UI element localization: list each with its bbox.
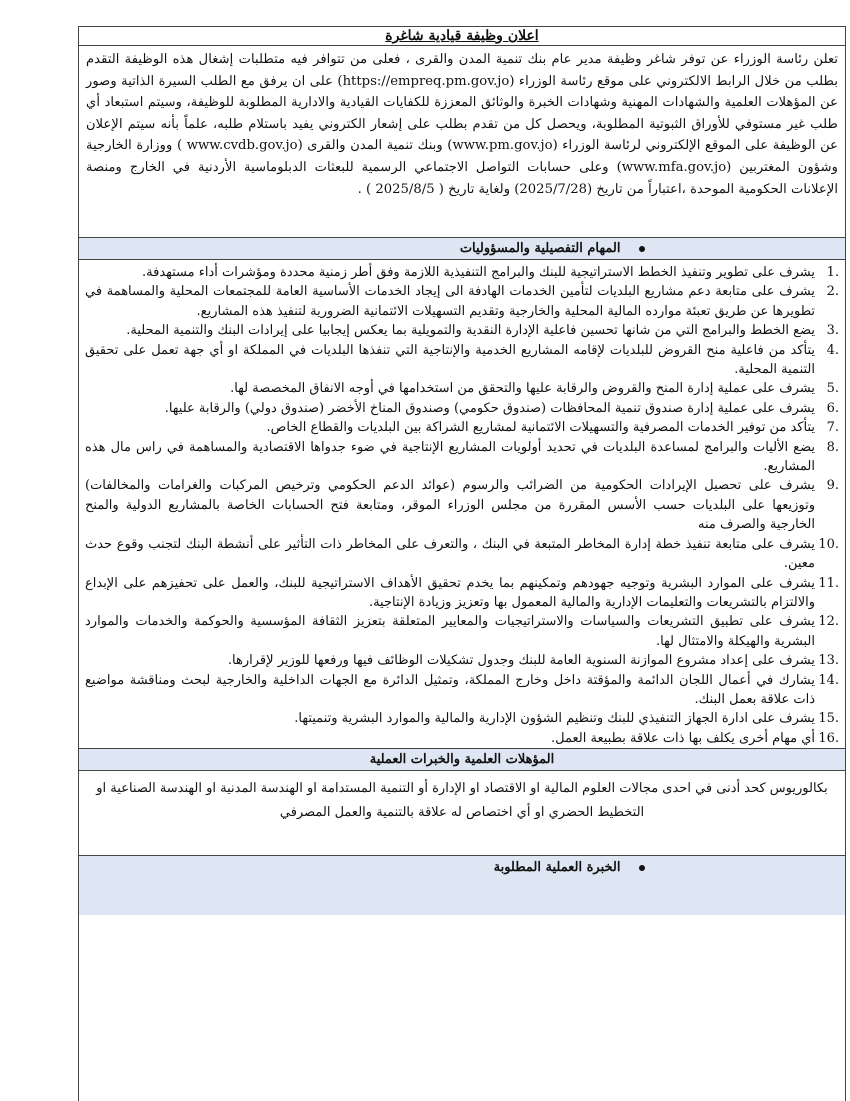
item-text: يشرف على تحصيل الإيرادات الحكومية من الضرائب والرسوم (عوائد الدعم الحكومي وترخيص المركبات والغرامات والمخالفات) وتوزيعها على البلديات حسب الأسس المقررة من مجلس الوزراء الموقر، ومتابعة فتح الحسابات الخاصة بالمشاريع الدولية والمنح الخارجية والصرف منه <box>85 478 815 533</box>
item-number: 14. <box>818 672 839 688</box>
item-number: 7. <box>826 420 839 436</box>
item-text: يشرف على عملية إدارة المنح والقروض والرقابة عليها والتحقق من استخدامها في أوجه الانفاق المخصصة لها. <box>230 381 815 397</box>
item-number: 3. <box>826 323 839 339</box>
item-text: يشرف على تطوير وتنفيذ الخطط الاستراتيجية للبنك والبرامج التنفيذية اللازمة وفق أطر زمنية محددة ومؤشرات أداء مستهدفة. <box>142 265 815 280</box>
list-item <box>85 535 839 574</box>
duties-heading: المهام التفصيلية والمسؤوليات <box>459 241 621 256</box>
item-text: يتأكد من فاعلية منح القروض للبلديات لإقامه المشاريع الخدمية والإنتاجية التي تنفذها البلديات في المملكة او أي جهة تعمل على تحقيق التنمية المحلية. <box>85 342 815 378</box>
quals-paragraph: بكالوريوس كحد أدنى في احدى مجالات العلوم المالية او الاقتصاد او الإدارة أو التنمية المستدامة او الهندسة المدنية او الهندسة الصناعية او التخطيط الحضري او أي اختصاص له علاقة بالتنمية والعمل المصرفي <box>96 781 828 821</box>
list-item <box>85 379 839 398</box>
item-text: يشرف على تطبيق التشريعات والسياسات والاستراتيجيات والمعايير المتعلقة بتعزيز الثقافة المؤسسية والحوكمة والخدمات والموارد البشرية والهيكلة والامتثال لها. <box>85 614 815 649</box>
item-number: 8. <box>826 439 839 455</box>
experience-heading-band <box>79 855 845 915</box>
item-text: يشارك في أعمال اللجان الدائمة والمؤقتة داخل وخارج المملكة، وتمثيل الدائرة مع الجهات الداخلية والخارجية لبحث ومناقشة مواضيع ذات علاقة بعمل البنك. <box>85 672 815 707</box>
item-text: يشرف على إعداد مشروع الموازنة السنوية العامة للبنك وجدول تشكيلات الوظائف فيها ورفعها للوزير لإقرارها. <box>227 653 815 669</box>
item-text: أي مهام أخرى يكلف بها ذات علاقة بطبيعة العمل. <box>551 730 815 746</box>
bullet-icon <box>639 865 645 871</box>
list-item <box>85 321 839 340</box>
list-item <box>85 418 839 437</box>
item-text: يشرف على متابعة تنفيذ خطة إدارة المخاطر المتبعة في البنك ، والتعرف على المخاطر ذات التأثير على أنشطة البنك لتجنب وقوع حدث معين. <box>85 536 815 572</box>
item-number: 4. <box>826 342 839 358</box>
list-item <box>85 263 839 282</box>
item-text: يتأكد من توفير الخدمات المصرفية والتسهيلات الائتمانية لمشاريع الشراكة بين البلديات والقطاع الخاص. <box>266 420 815 436</box>
list-item <box>85 341 839 380</box>
experience-heading: الخبرة العملية المطلوبة <box>493 860 621 876</box>
list-item <box>85 671 839 710</box>
list-item <box>85 476 839 534</box>
list-item <box>85 399 839 418</box>
item-number: 9. <box>826 478 839 494</box>
item-number: 1. <box>826 265 839 280</box>
list-item <box>85 438 839 477</box>
item-text: يشرف على ادارة الجهاز التنفيذي للبنك وتنظيم الشؤون الإدارية والمالية والموارد البشرية وتنميتها. <box>294 711 815 727</box>
list-item <box>85 651 839 670</box>
item-text: يضع الخطط والبرامج التي من شانها تحسين فاعلية الإدارة النقدية والتمويلية بما يعكس إيجابيا على إيرادات البنك والتنمية المحلية. <box>126 323 815 339</box>
item-number: 13. <box>818 653 839 669</box>
duties-heading-band <box>79 237 845 260</box>
item-text: يضع الأليات والبرامج لمساعدة البلديات في تحديد أولويات المشاريع الإنتاجية في ضوء جدواها الاقتصادية والمساهمة في راس مال هذه المشاريع. <box>85 439 815 475</box>
list-item <box>85 282 839 321</box>
document-title: اعلان وظيفة قيادية شاغرة <box>79 27 845 46</box>
list-item <box>85 574 839 613</box>
item-number: 11. <box>818 575 839 591</box>
item-text: يشرف على عملية إدارة صندوق تنمية المحافظات (صندوق حكومي) وصندوق المناخ الأخضر (صندوق دولي) والرقابة عليها. <box>164 400 815 416</box>
announcement-document <box>78 26 846 1101</box>
item-number: 6. <box>826 400 839 416</box>
quals-heading-band <box>79 748 845 771</box>
item-text: يشرف على متابعة دعم مشاريع البلديات لتأمين الخدمات الهادفة الى إيجاد الخدمات الأساسية العامة للمجتمعات المحلية والمساهمة في تطويرها عن طريق تعبئة موارده المالية المحلية والخارجية وتقديم التسهيلات الائتمانية الضرورية لتنفيذ هذه المشاريع. <box>85 284 815 319</box>
quals-heading: المؤهلات العلمية والخبرات العملية <box>369 752 555 768</box>
item-number: 2. <box>826 284 839 300</box>
item-number: 12. <box>818 614 839 630</box>
item-number: 10. <box>818 536 839 552</box>
list-item <box>85 612 839 651</box>
item-number: 16. <box>818 730 839 746</box>
item-number: 15. <box>818 711 839 727</box>
intro-paragraph: تعلن رئاسة الوزراء عن توفر شاغر وظيفة مدير عام بنك تنمية المدن والقرى ، فعلى من تتوافر فيه متطلبات إشغال هذه الوظيفة التقدم بطلب من خلال الرابط الالكتروني على موقع رئاسة الوزراء (https://empreq.pm.gov.jo) على ان يرفق مع الطلب السيرة الذاتية وصور عن المؤهلات العلمية والشهادات المهنية وشهادات الخبرة والوثائق المعززة للكفايات القيادية والادارية المطلوبة للوظيفة، وسيتم استبعاد أي طلب غير مستوفي للأوراق الثبوتية المطلوبة، ويحصل كل من تقدم بطلب على إشعار الكتروني يفيد باستلام طلبه، علماً بأنه سيتم الإعلان عن الوظيفة على الموقع الإلكتروني لرئاسة الوزراء (www.pm.gov.jo) وبنك تنمية المدن والقرى (www.cvdb.gov.jo ) ووزارة الخارجية وشؤون المغتربين (www.mfa.gov.jo) وعلى حسابات التواصل الاجتماعي الرسمية للبعثات الدبلوماسية الأردنية في الخارج ومنصة الإعلانات الحكومية الموحدة ،اعتباراً من تاريخ (2025/7/28) ولغاية تاريخ ( 2025/8/5 ) . <box>86 52 839 197</box>
list-item <box>85 709 839 728</box>
item-number: 5. <box>826 381 839 397</box>
item-text: يشرف على الموارد البشرية وتوجيه جهودهم وتمكينهم بما يخدم تحقيق الأهداف الاستراتيجية للبنك، والعمل على تحفيزهم على الإبداع والالتزام بالتشريعات والتعليمات الإدارية والمالية المعمول بها وتعزيز وزيادة الإنتاجية. <box>85 575 815 610</box>
bullet-icon <box>639 246 645 252</box>
duties-list <box>79 260 845 748</box>
list-item <box>85 729 839 748</box>
